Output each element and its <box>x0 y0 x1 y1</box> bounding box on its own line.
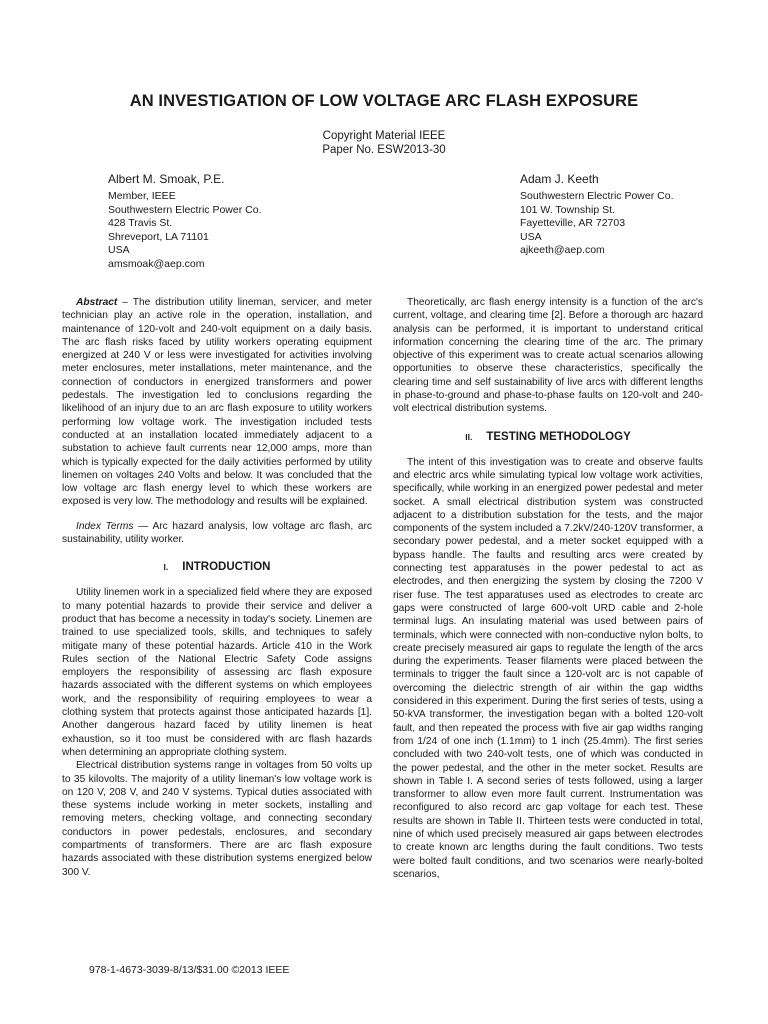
section-number: I. <box>163 562 169 573</box>
author-country: USA <box>108 244 130 256</box>
section-number: II. <box>465 431 473 442</box>
index-terms <box>62 520 372 547</box>
index-terms-text: — Arc hazard analysis, low voltage arc flash, arc sustainability, utility worker. <box>62 520 372 546</box>
author-email: ajkeeth@aep.com <box>520 244 605 256</box>
author-country: USA <box>520 230 542 243</box>
abstract-text: – The distribution utility lineman, servicer, and meter technician play an active role in the operation, installation, and maintenance of 120-volt and 240-volt equipment on a daily basis. The arc flash risks faced by utility workers operating equipment energized at 240 V or less were investigated for activities involving meter enclosures, meter installations, meter maintenance, and the connection of conductors in energized transformers and power pedestals. The investigation led to conclusions regarding the likelihood of an injury due to an arc flash exposure to utility workers performing low voltage work. The investigation included tests conducted at an installation located immediately adjacent to a substation to achieve fault currents near 12,000 amps, more than which is typically expected for the daily activities performed by utility linemen on voltages 240 Volts and below. It was concluded that the low voltage arc flash energy level to which these workers are exposed is very low. The methodology and results will be explained. <box>62 297 372 508</box>
author-affiliation-line: Southwestern Electric Power Co. <box>108 203 262 216</box>
author-name: Albert M. Smoak, P.E. <box>108 172 225 186</box>
author-address-line: 101 W. Township St. <box>520 203 615 216</box>
left-column <box>62 296 372 879</box>
author-address-line: Fayetteville, AR 72703 <box>520 217 626 229</box>
section-title: INTRODUCTION <box>182 561 271 574</box>
theory-paragraph: Theoretically, arc flash energy intensity is a function of the arc's current, voltage, and clearing time [2]. Before a thorough arc hazard analysis can be performed, it is important to understand critical information concerning the clearing time of the arc. The primary objective of this experiment was to create actual scenarios allowing opportunities to observe these characteristics, specifically the clearing time and self sustainability of live arcs with different lengths in phase-to-ground and phase-to-phase faults on 120-volt and 240-volt electrical distribution systems. <box>393 297 703 415</box>
author-block-smoak <box>108 172 261 271</box>
copyright-line: Copyright Material IEEE <box>322 130 446 142</box>
paper-title: AN INVESTIGATION OF LOW VOLTAGE ARC FLASH EXPOSURE <box>129 92 639 110</box>
paper-number: Paper No. ESW2013-30 <box>322 144 446 156</box>
right-column <box>393 296 703 881</box>
copyright-block <box>0 129 768 157</box>
section-heading-introduction <box>62 560 372 574</box>
author-block-keeth <box>520 172 673 258</box>
abstract-label: Abstract <box>76 297 118 308</box>
author-address-line: 428 Travis St. <box>108 217 173 229</box>
intro-paragraph: Utility linemen work in a specialized field where they are exposed to many potential hazards to provide their service and deliver a product that has become a necessity in today's society. Linemen are trained to use specialized tools, skills, and techniques to safely mitigate many of these potential hazards. Article 410 in the Work Rules section of the National Electric Safety Code assigns employers the responsibility of assessing arc flash exposure hazards associated with the different systems on which employees work, and the responsibility of requiring employees to wear a clothing system that protects against those anticipated hazards [1]. Another dangerous hazard faced by utility linemen is heat exhaustion, so it too must be considered with arc flash hazards when determining an appropriate clothing system. <box>62 587 372 758</box>
author-name: Adam J. Keeth <box>520 172 599 186</box>
author-affiliation-line: Member, IEEE <box>108 190 176 202</box>
intro-paragraph: Electrical distribution systems range in voltages from 50 volts up to 35 kilovolts. The majority of a utility lineman's low voltage work is on 120 V, 208 V, and 240 V systems. Typical duties associated with these systems include working in meter sockets, installing and removing meters, checking voltage, and connecting secondary conductors in power pedestals, enclosures, and secondary compartments of transformers. There are arc flash exposure hazards associated with these distribution systems energized below 300 V. <box>62 760 372 878</box>
abstract <box>62 296 372 509</box>
copyright-footer: 978-1-4673-3039-8/13/$31.00 ©2013 IEEE <box>89 964 290 976</box>
author-email: amsmoak@aep.com <box>108 257 205 270</box>
author-address-line: Shreveport, LA 71101 <box>108 230 209 243</box>
section-title: TESTING METHODOLOGY <box>486 430 631 443</box>
testing-paragraph: The intent of this investigation was to create and observe faults and electric arcs while simulating typical low voltage work activities, specifically, while working in an energized power pedestal and meter socket. A small electrical distribution system was constructed adjacent to a distribution substation for the tests, and the major components of the system included a 7.2kV/240-120V transformer, a secondary power pedestal, and a meter socket equipped with a bypass handle. The faults and resulting arcs were created by connecting test apparatuses in the power pedestal to act as electrodes, and then energizing the system by closing the 7200 V riser fuse. The test apparatuses used as electrodes to create arc gaps were constructed of large 600-volt URD cable and 2-hole terminal lugs. An insulating material was used between pairs of terminals, which were connected with non-conductive nylon bolts, to create precisely measured air gaps to regulate the length of the arcs during the experiments. Teaser filaments were placed between the terminals to trigger the fault since a 120-volt arc is not capable of overcoming the dielectric strength of air within the gap widths considered in this experiment. During the first series of tests, using a 50-kVA transformer, the investigation began with a bolted 120-volt fault, and then repeated the process with five air gap widths ranging from 1/24 of one inch (1.1mm) to 1 inch (25.4mm). The first series concluded with two 240-volt tests, one of which was conducted in the power pedestal, and the other in the meter socket. Results are shown in Table I. A second series of tests followed, using a larger transformer to allow even more fault current. Instrumentation was reconfigured to also record arc gap voltage for each test. These results are shown in Table II. Thirteen tests were conducted in total, nine of which used precisely measured air gaps between electrodes to create known arc lengths during the fault conditions. Two tests were bolted fault conditions, and two scenarios were nearly-bolted scenarios, <box>393 456 703 880</box>
index-terms-label: Index Terms <box>76 520 134 532</box>
author-affiliation-line: Southwestern Electric Power Co. <box>520 190 674 202</box>
section-heading-testing-methodology <box>393 430 703 444</box>
